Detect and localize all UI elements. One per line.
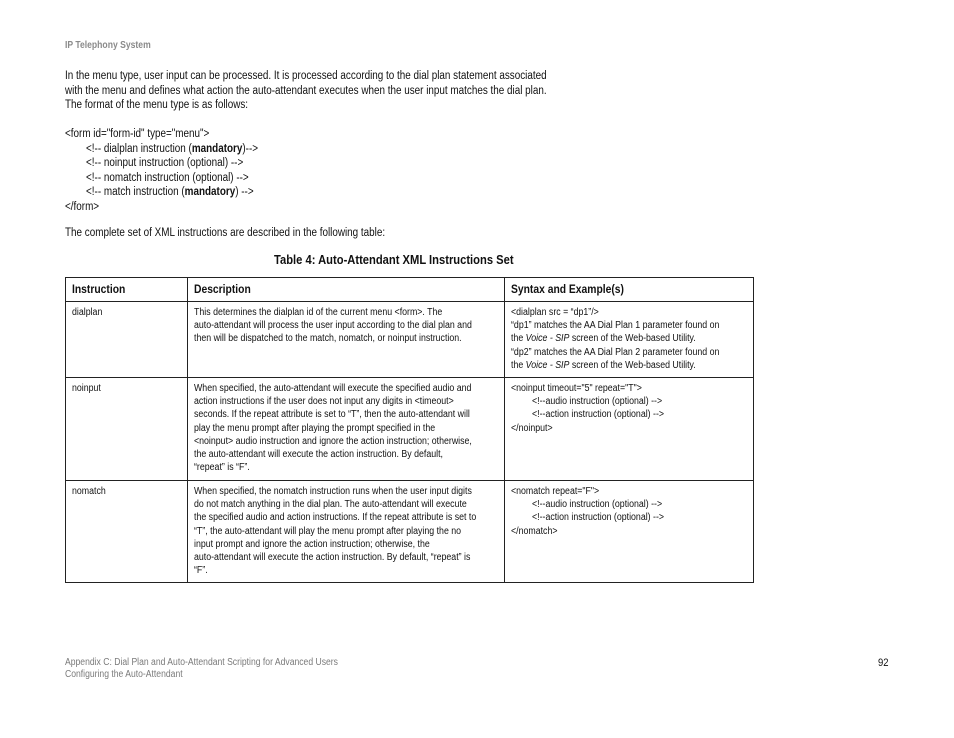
header-syntax: Syntax and Example(s) [505, 278, 754, 302]
intro-line: The format of the menu type is as follows: [65, 99, 249, 111]
intro-paragraph [65, 69, 625, 113]
description-cell: When specified, the auto-attendant will execute the specified audio and action instructions if the user does not input any digits in <timeout> seconds. If the repeat attribute is set to “T”, then the auto-attendant will play the menu prompt after playing the prompt specified in the <noinput> audio instruction and ignore the action instruction; otherwise, the auto-attendant will execute the action instruction. By default, “repeat” is “F”. [188, 378, 505, 481]
table-row [66, 378, 754, 481]
code-line: <!-- dialplan instruction (mandatory)--> [86, 142, 259, 155]
description-cell: This determines the dialplan id of the current menu <form>. The auto-attendant will process the user input according to the dial plan and then will be dispatched to the match, nomatch, or noinput instruction. [188, 302, 505, 378]
code-line: <form id="form-id" type="menu"> [65, 128, 210, 140]
page-number: 92 [878, 657, 889, 669]
footer-section: Configuring the Auto-Attendant [65, 669, 183, 680]
code-line: <!-- nomatch instruction (optional) --> [86, 171, 249, 184]
menu-format-code [65, 127, 286, 214]
table-caption: Table 4: Auto-Attendant XML Instructions Set [274, 252, 514, 267]
syntax-cell: <dialplan src = “dp1”/> “dp1” matches the AA Dial Plan 1 parameter found on the Voice - SIP screen of the Web-based Utility. “dp2” matches the AA Dial Plan 2 parameter found on the Voice - SIP screen of the Web-based Utility. [505, 302, 754, 378]
instruction-cell: dialplan [66, 302, 188, 378]
table-row [66, 302, 754, 378]
intro-line: with the menu and defines what action the auto-attendant executes when the user input matches the dial plan. [65, 84, 547, 97]
header-instruction: Instruction [66, 278, 188, 302]
running-header: IP Telephony System [65, 40, 151, 51]
table-header-row [66, 278, 754, 302]
code-line: <!-- match instruction (mandatory) --> [86, 186, 254, 198]
syntax-cell: <noinput timeout="5" repeat="T"> <!--audio instruction (optional) --> <!--action instruction (optional) --> </noinput> [505, 378, 754, 481]
syntax-cell: <nomatch repeat="F"> <!--audio instruction (optional) --> <!--action instruction (optional) --> </nomatch> [505, 481, 754, 583]
instructions-table [65, 277, 754, 583]
intro-line: In the menu type, user input can be processed. It is processed according to the dial plan statement associated [65, 70, 547, 82]
instruction-cell: noinput [66, 378, 188, 481]
instruction-cell: nomatch [66, 481, 188, 583]
description-cell: When specified, the nomatch instruction runs when the user input digits do not match anything in the dial plan. The auto-attendant will execute the specified audio and action instructions. If the repeat attribute is set to “T”, the auto-attendant will play the menu prompt after playing the no input prompt and ignore the action instruction; otherwise, the auto-attendant will execute the action instruction. By default, “repeat” is “F”. [188, 481, 505, 583]
footer-chapter: Appendix C: Dial Plan and Auto-Attendant Scripting for Advanced Users [65, 657, 338, 668]
table-row [66, 481, 754, 583]
code-line: </form> [65, 200, 100, 213]
code-line: <!-- noinput instruction (optional) --> [86, 157, 244, 169]
header-description: Description [188, 278, 505, 302]
table-lead-in: The complete set of XML instructions are described in the following table: [65, 227, 386, 239]
